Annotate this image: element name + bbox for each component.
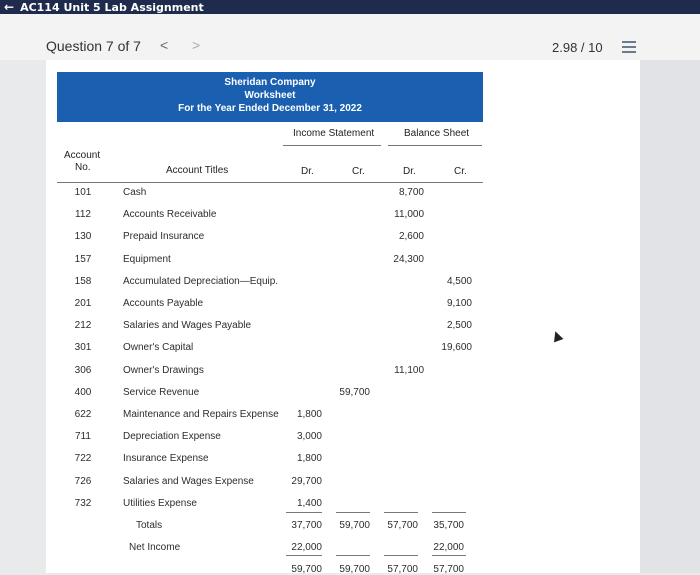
cell-title: Accounts Receivable	[123, 209, 217, 220]
cell-no: 112	[75, 209, 91, 220]
company-name: Sheridan Company	[224, 77, 316, 88]
right-margin	[640, 60, 700, 573]
cell-title: Equipment	[123, 254, 171, 265]
previous-question-button[interactable]: <	[160, 37, 169, 53]
cell-bs-cr: 2,500	[446, 320, 472, 331]
cell-title: Utilities Expense	[123, 498, 197, 509]
cell-no: 158	[74, 276, 92, 287]
is-dr-header: Dr.	[301, 166, 314, 177]
cell-title: Owner's Drawings	[123, 365, 204, 376]
final-is-cr: 59,700	[339, 564, 370, 575]
bs-cr-header: Cr.	[454, 166, 467, 177]
question-counter: Question 7 of 7	[46, 38, 141, 54]
is-cr-header: Cr.	[352, 166, 365, 177]
worksheet-banner	[57, 72, 483, 122]
worksheet-panel	[46, 60, 640, 573]
cell-is-dr: 1,800	[296, 409, 322, 420]
totals-bs-cr: 35,700	[433, 520, 464, 531]
net-income-rule-is-dr	[286, 555, 322, 556]
cell-bs-dr: 2,600	[398, 231, 424, 242]
account-titles-header: Account Titles	[166, 165, 229, 176]
cell-bs-cr: 19,600	[441, 342, 472, 353]
assignment-title: AC114 Unit 5 Lab Assignment	[20, 0, 204, 14]
net-income-bs-cr: 22,000	[433, 542, 464, 553]
cell-no: 157	[74, 254, 92, 265]
cell-no: 732	[74, 498, 92, 509]
cell-bs-cr: 9,100	[446, 298, 472, 309]
question-bar	[0, 14, 700, 60]
totals-is-dr: 37,700	[291, 520, 322, 531]
next-question-button[interactable]: >	[192, 37, 201, 53]
cell-no: 101	[74, 187, 92, 198]
cell-title: Insurance Expense	[123, 453, 209, 464]
balance-sheet-header: Balance Sheet	[404, 128, 470, 139]
cell-no: 306	[74, 365, 92, 376]
cell-bs-dr: 24,300	[393, 254, 424, 265]
net-income-rule-bs-cr	[432, 555, 466, 556]
account-no-header-line2: No.	[75, 162, 91, 173]
cell-title: Salaries and Wages Expense	[123, 476, 254, 487]
cell-bs-dr: 11,000	[394, 209, 424, 220]
cell-title: Accounts Payable	[123, 298, 204, 309]
final-bs-cr: 57,700	[433, 564, 464, 575]
totals-rule-bs-cr	[432, 512, 466, 513]
cell-no: 711	[75, 431, 91, 442]
account-no-header-line1: Account	[64, 150, 101, 161]
cell-title: Accumulated Depreciation—Equip.	[123, 276, 279, 287]
cell-title: Salaries and Wages Payable	[123, 320, 252, 331]
totals-bs-dr: 57,700	[387, 520, 418, 531]
cell-title: Prepaid Insurance	[123, 231, 205, 242]
is-header-rule	[283, 145, 381, 146]
cell-title: Maintenance and Repairs Expense	[123, 409, 279, 420]
totals-rule-is-dr	[286, 512, 322, 513]
worksheet-title: Worksheet	[244, 90, 296, 101]
cell-no: 400	[74, 387, 92, 398]
cell-is-dr: 1,400	[296, 498, 322, 509]
cell-no: 130	[74, 231, 92, 242]
net-income-rule-is-cr	[336, 555, 370, 556]
bs-dr-header: Dr.	[403, 166, 416, 177]
cell-is-dr: 29,700	[291, 476, 322, 487]
income-statement-header: Income Statement	[293, 128, 375, 139]
final-bs-dr: 57,700	[387, 564, 418, 575]
cell-no: 212	[74, 320, 92, 331]
back-arrow-icon[interactable]: ←	[4, 0, 15, 14]
worksheet-period: For the Year Ended December 31, 2022	[178, 103, 362, 114]
score-display: 2.98 / 10	[552, 40, 603, 55]
cell-is-dr: 1,800	[296, 453, 322, 464]
question-list-icon[interactable]	[622, 41, 636, 53]
final-is-dr: 59,700	[291, 564, 322, 575]
assignment-header	[0, 0, 700, 14]
totals-rule-bs-dr	[384, 512, 418, 513]
cell-is-dr: 3,000	[296, 431, 322, 442]
cell-no: 301	[74, 342, 92, 353]
cell-no: 622	[74, 409, 92, 420]
cell-bs-dr: 8,700	[398, 187, 424, 198]
cell-title: Owner's Capital	[123, 342, 194, 353]
totals-rule-is-cr	[336, 512, 370, 513]
cell-no: 726	[74, 476, 92, 487]
cell-title: Cash	[123, 187, 147, 198]
totals-label: Totals	[136, 520, 163, 531]
totals-is-cr: 59,700	[339, 520, 370, 531]
cell-title: Depreciation Expense	[123, 431, 221, 442]
column-header-rule	[57, 182, 483, 183]
net-income-rule-bs-dr	[384, 555, 418, 556]
bs-header-rule	[388, 145, 482, 146]
cell-no: 722	[74, 453, 92, 464]
cell-title: Service Revenue	[123, 387, 200, 398]
net-income-is-dr: 22,000	[291, 542, 322, 553]
cell-bs-cr: 4,500	[446, 276, 472, 287]
net-income-label: Net Income	[129, 542, 181, 553]
cell-bs-dr: 11,100	[394, 365, 424, 376]
cell-no: 201	[74, 298, 92, 309]
cell-is-cr: 59,700	[339, 387, 370, 398]
